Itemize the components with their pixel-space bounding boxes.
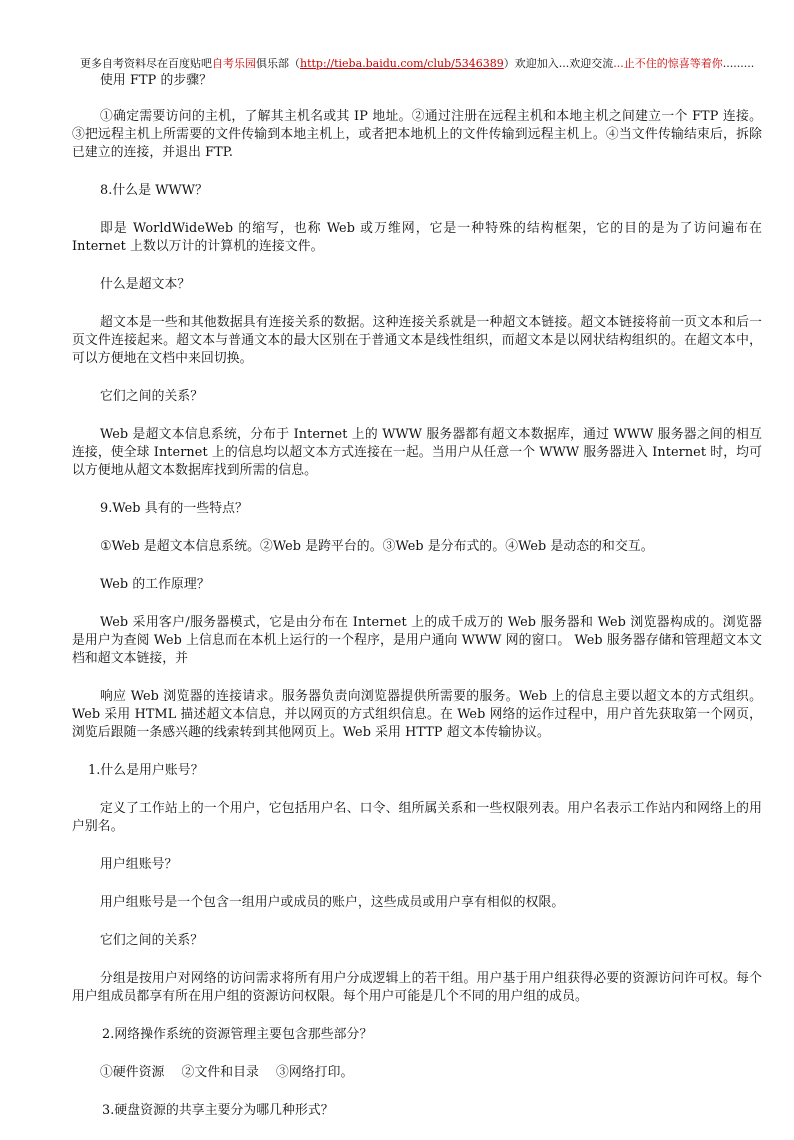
ftp-steps-answer: ①确定需要访问的主机，了解其主机名或其 IP 地址。②通过注册在远程主机和本地主机之间建立一个 FTP 连接。③把远程主机上所需要的文件传输到本地主机上，或者把本地机上的文件传输到远程主机上。④当文件传输结束后，拆除已建立的连接，并退出 FTP. [72,109,762,160]
web-features-answer: ①Web 是超文本信息系统。②Web 是跨平台的。③Web 是分布式的。④Web 是动态的和交互。 [100,539,654,554]
group-relation-question: 它们之间的关系？ [100,933,204,948]
header-brand: 自考乐园 [212,57,256,70]
header-club-link[interactable]: http://tieba.baidu.com/club/5346389 [300,57,504,70]
header-dots-3: ......... [722,57,755,70]
www-question: 8.什么是 WWW？ [100,183,208,198]
web-features-question: 9.Web 具有的一些特点？ [100,501,248,516]
user-account-answer: 定义了工作站上的一个用户，它包括用户名、口令、组所属关系和一些权限列表。用户名表示工作站内和网络上的用户别名。 [72,801,762,834]
resource-mgmt-answer: ①硬件资源 ②文件和目录 ③网络打印。 [100,1065,354,1080]
disk-share-question: 3.硬盘资源的共享主要分为哪几种形式？ [102,1103,334,1118]
header-dots-2: ... [613,57,624,70]
header-slogan: 止不住的惊喜等着你 [623,57,723,70]
document-body [72,72,762,1140]
web-principle-answer-2: 响应 Web 浏览器的连接请求。服务器负责向浏览器提供所需要的服务。Web 上的信息主要以超文本的方式组织。Web 采用 HTML 描述超文本信息，并以网页的方式组织信息。在 Web 网络的运作过程中，用户首先获取第一个网页，浏览后跟随一条感兴趣的线索转到其他网页上。Web 采用 HTTP 超文本传输协议。 [72,689,762,740]
relation-answer: Web 是超文本信息系统，分布于 Internet 上的 WWW 服务器都有超文本数据库，通过 WWW 服务器之间的相互连接，使全球 Internet 上的信息均以超文本方式连接在一起。当用户从任意一个 WWW 服务器进入 Internet 时，均可以方便地从超文本数据库找到所需的信息。 [72,427,762,478]
ftp-steps-question: 使用 FTP 的步骤？ [100,73,213,88]
header-welcome: 欢迎交流 [569,57,614,70]
www-answer: 即是 WorldWideWeb 的缩写，也称 Web 或万维网，它是一种特殊的结构框架，它的目的是为了访问遍布在 Internet 上数以万计的计算机的连接文件。 [72,221,762,254]
header-club: 俱乐部（ [256,57,300,70]
page-header-banner [80,56,770,72]
resource-mgmt-question: 2.网络操作系统的资源管理主要包含那些部分？ [102,1027,373,1042]
header-suffix: ）欢迎加入 [503,57,559,70]
relation-question: 它们之间的关系？ [100,389,204,404]
header-dots-1: ... [558,57,570,70]
header-prefix: 更多自考资料尽在百度贴吧 [80,57,212,70]
user-group-answer: 用户组账号是一个包含一组用户或成员的账户，这些成员或用户享有相似的权限。 [100,895,565,910]
user-group-question: 用户组账号？ [100,857,178,872]
web-principle-question: Web 的工作原理？ [100,577,210,592]
hypertext-answer: 超文本是一些和其他数据具有连接关系的数据。这种连接关系就是一种超文本链接。超文本链接将前一页文本和后一页文件连接起来。超文本与普通文本的最大区别在于普通文本是线性组织，而超文本是以网状结构组织的。在超文本中，可以方便地在文档中来回切换。 [72,315,762,366]
web-principle-answer-1: Web 采用客户/服务器模式，它是由分布在 Internet 上的成千成万的 Web 服务器和 Web 浏览器构成的。浏览器是用户为查阅 Web 上信息而在本机上运行的一个程序，是用户通向 WWW 网的窗口。 Web 服务器存储和管理超文本文档和超文本链接，并 [72,615,762,666]
user-account-question: 1.什么是用户账号？ [88,763,204,778]
group-relation-answer: 分组是按用户对网络的访问需求将所有用户分成逻辑上的若干组。用户基于用户组获得必要的资源访问许可权。每个用户组成员都享有所在用户组的资源访问权限。每个用户可能是几个不同的用户组的成员。 [72,971,762,1004]
hypertext-question: 什么是超文本？ [100,277,191,292]
